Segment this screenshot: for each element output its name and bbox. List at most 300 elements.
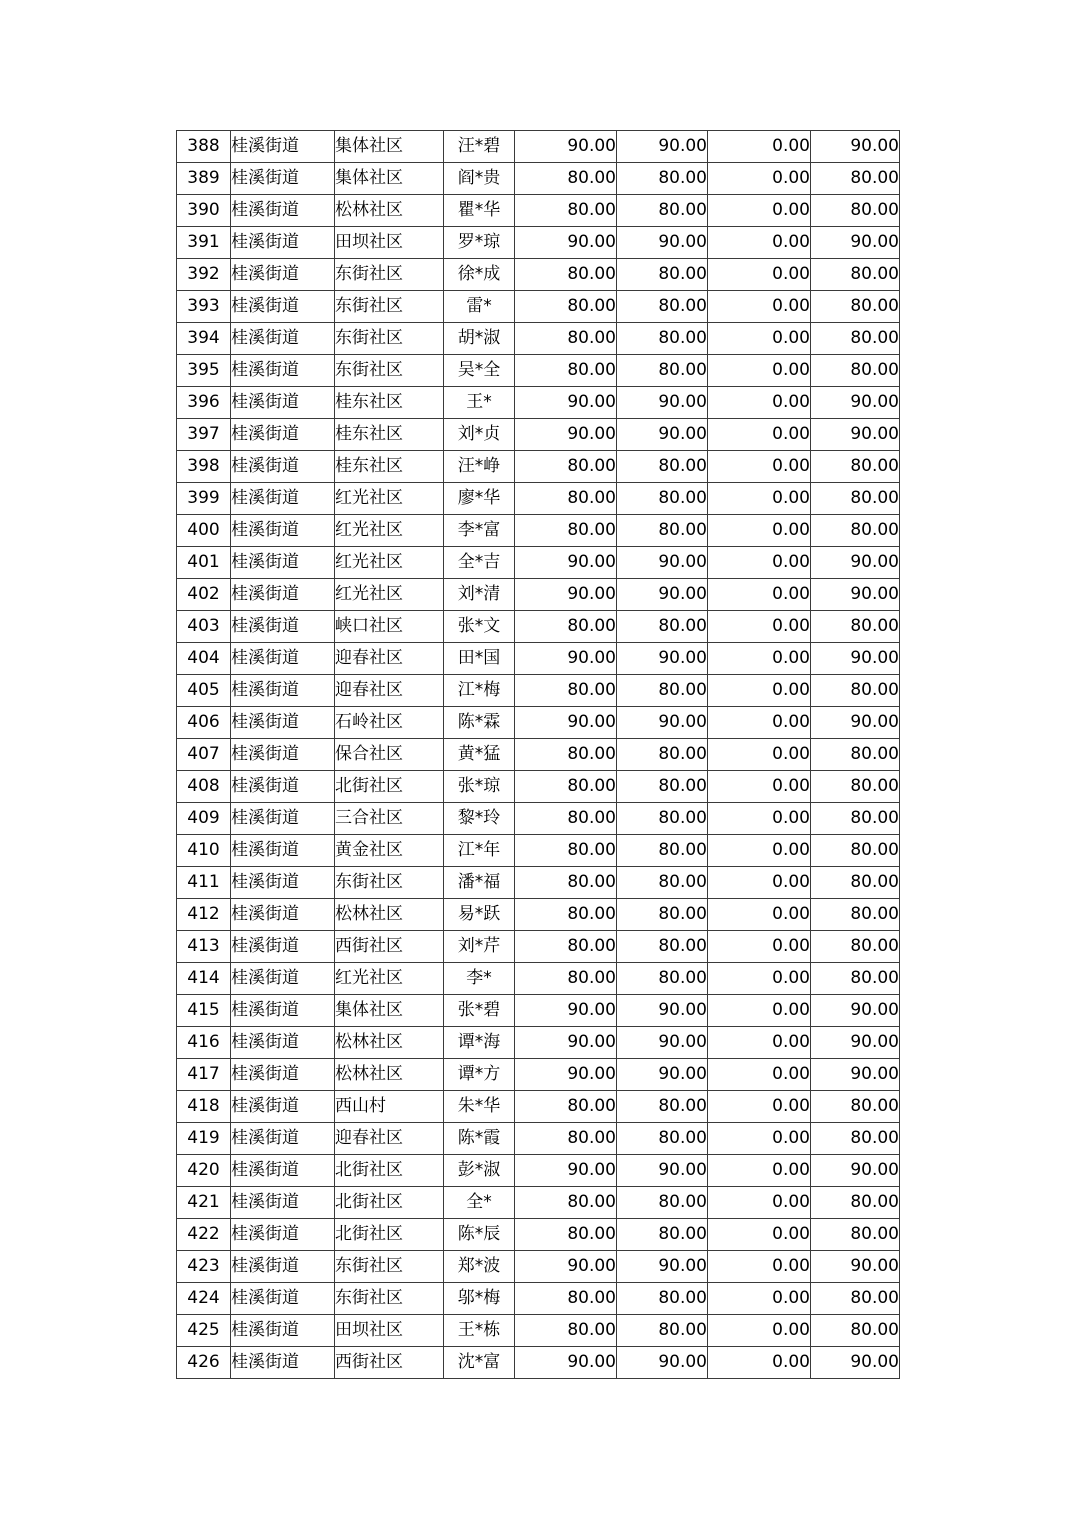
cell-street: 桂溪街道 bbox=[231, 131, 335, 163]
cell-value-4: 90.00 bbox=[811, 1027, 900, 1059]
cell-value-2: 80.00 bbox=[617, 867, 708, 899]
cell-value-3: 0.00 bbox=[708, 707, 811, 739]
table-row bbox=[177, 995, 900, 1027]
cell-value-3: 0.00 bbox=[708, 1059, 811, 1091]
cell-value-1: 80.00 bbox=[515, 675, 617, 707]
table-row bbox=[177, 803, 900, 835]
cell-value-3: 0.00 bbox=[708, 1091, 811, 1123]
cell-number: 401 bbox=[177, 547, 231, 579]
cell-number: 396 bbox=[177, 387, 231, 419]
cell-value-1: 80.00 bbox=[515, 355, 617, 387]
cell-community: 松林社区 bbox=[335, 1059, 444, 1091]
cell-value-2: 90.00 bbox=[617, 995, 708, 1027]
cell-value-4: 80.00 bbox=[811, 963, 900, 995]
cell-number: 407 bbox=[177, 739, 231, 771]
table-row bbox=[177, 131, 900, 163]
cell-community: 集体社区 bbox=[335, 163, 444, 195]
table-row bbox=[177, 291, 900, 323]
cell-value-3: 0.00 bbox=[708, 1219, 811, 1251]
cell-value-1: 80.00 bbox=[515, 867, 617, 899]
cell-value-2: 80.00 bbox=[617, 163, 708, 195]
cell-name: 廖*华 bbox=[444, 483, 515, 515]
table-row bbox=[177, 611, 900, 643]
table-row bbox=[177, 579, 900, 611]
cell-number: 419 bbox=[177, 1123, 231, 1155]
cell-value-1: 80.00 bbox=[515, 1315, 617, 1347]
cell-community: 田坝社区 bbox=[335, 227, 444, 259]
cell-community: 红光社区 bbox=[335, 579, 444, 611]
table-row bbox=[177, 1219, 900, 1251]
cell-street: 桂溪街道 bbox=[231, 1155, 335, 1187]
cell-name: 刘*清 bbox=[444, 579, 515, 611]
table-row bbox=[177, 739, 900, 771]
cell-number: 402 bbox=[177, 579, 231, 611]
cell-name: 田*国 bbox=[444, 643, 515, 675]
cell-value-1: 90.00 bbox=[515, 419, 617, 451]
cell-community: 东街社区 bbox=[335, 259, 444, 291]
cell-value-1: 80.00 bbox=[515, 1219, 617, 1251]
cell-value-3: 0.00 bbox=[708, 835, 811, 867]
cell-number: 394 bbox=[177, 323, 231, 355]
cell-value-2: 90.00 bbox=[617, 1155, 708, 1187]
cell-value-1: 80.00 bbox=[515, 611, 617, 643]
cell-community: 保合社区 bbox=[335, 739, 444, 771]
cell-value-1: 90.00 bbox=[515, 1027, 617, 1059]
cell-value-2: 90.00 bbox=[617, 643, 708, 675]
cell-value-3: 0.00 bbox=[708, 643, 811, 675]
cell-value-1: 80.00 bbox=[515, 931, 617, 963]
cell-value-2: 90.00 bbox=[617, 387, 708, 419]
cell-community: 东街社区 bbox=[335, 867, 444, 899]
table-row bbox=[177, 835, 900, 867]
cell-value-3: 0.00 bbox=[708, 1123, 811, 1155]
cell-community: 集体社区 bbox=[335, 995, 444, 1027]
cell-value-1: 80.00 bbox=[515, 899, 617, 931]
cell-street: 桂溪街道 bbox=[231, 515, 335, 547]
cell-value-2: 90.00 bbox=[617, 131, 708, 163]
cell-value-3: 0.00 bbox=[708, 227, 811, 259]
cell-number: 415 bbox=[177, 995, 231, 1027]
cell-value-2: 80.00 bbox=[617, 355, 708, 387]
cell-value-4: 80.00 bbox=[811, 835, 900, 867]
table-row bbox=[177, 515, 900, 547]
cell-value-4: 90.00 bbox=[811, 547, 900, 579]
cell-value-3: 0.00 bbox=[708, 1027, 811, 1059]
cell-community: 迎春社区 bbox=[335, 1123, 444, 1155]
cell-value-2: 90.00 bbox=[617, 707, 708, 739]
cell-value-2: 80.00 bbox=[617, 1123, 708, 1155]
table-row bbox=[177, 963, 900, 995]
table-row bbox=[177, 867, 900, 899]
cell-value-1: 80.00 bbox=[515, 1123, 617, 1155]
cell-name: 易*跃 bbox=[444, 899, 515, 931]
cell-value-1: 80.00 bbox=[515, 451, 617, 483]
cell-name: 刘*贞 bbox=[444, 419, 515, 451]
cell-number: 425 bbox=[177, 1315, 231, 1347]
cell-number: 392 bbox=[177, 259, 231, 291]
cell-value-1: 80.00 bbox=[515, 163, 617, 195]
table-row bbox=[177, 163, 900, 195]
cell-value-2: 90.00 bbox=[617, 547, 708, 579]
cell-name: 谭*方 bbox=[444, 1059, 515, 1091]
cell-value-3: 0.00 bbox=[708, 675, 811, 707]
cell-number: 399 bbox=[177, 483, 231, 515]
cell-street: 桂溪街道 bbox=[231, 1347, 335, 1379]
cell-community: 北街社区 bbox=[335, 771, 444, 803]
cell-value-1: 90.00 bbox=[515, 1251, 617, 1283]
table-row bbox=[177, 1315, 900, 1347]
cell-name: 黎*玲 bbox=[444, 803, 515, 835]
cell-community: 红光社区 bbox=[335, 547, 444, 579]
table-row bbox=[177, 1027, 900, 1059]
cell-value-2: 80.00 bbox=[617, 675, 708, 707]
cell-value-3: 0.00 bbox=[708, 579, 811, 611]
cell-number: 404 bbox=[177, 643, 231, 675]
cell-value-4: 90.00 bbox=[811, 1059, 900, 1091]
cell-value-2: 90.00 bbox=[617, 1027, 708, 1059]
cell-number: 422 bbox=[177, 1219, 231, 1251]
cell-value-1: 80.00 bbox=[515, 1091, 617, 1123]
table-row bbox=[177, 1059, 900, 1091]
cell-name: 沈*富 bbox=[444, 1347, 515, 1379]
cell-value-4: 80.00 bbox=[811, 1283, 900, 1315]
cell-value-4: 80.00 bbox=[811, 291, 900, 323]
cell-name: 张*琼 bbox=[444, 771, 515, 803]
cell-name: 刘*芹 bbox=[444, 931, 515, 963]
cell-number: 398 bbox=[177, 451, 231, 483]
cell-name: 朱*华 bbox=[444, 1091, 515, 1123]
cell-value-1: 80.00 bbox=[515, 515, 617, 547]
cell-value-2: 80.00 bbox=[617, 1091, 708, 1123]
table-row bbox=[177, 771, 900, 803]
cell-value-4: 90.00 bbox=[811, 1251, 900, 1283]
cell-value-1: 80.00 bbox=[515, 483, 617, 515]
cell-value-4: 80.00 bbox=[811, 1187, 900, 1219]
cell-name: 瞿*华 bbox=[444, 195, 515, 227]
cell-value-4: 80.00 bbox=[811, 739, 900, 771]
table-row bbox=[177, 1155, 900, 1187]
cell-name: 张*碧 bbox=[444, 995, 515, 1027]
cell-value-2: 80.00 bbox=[617, 1187, 708, 1219]
cell-value-3: 0.00 bbox=[708, 1315, 811, 1347]
table-row bbox=[177, 899, 900, 931]
cell-value-1: 90.00 bbox=[515, 227, 617, 259]
table-row bbox=[177, 323, 900, 355]
cell-value-1: 80.00 bbox=[515, 259, 617, 291]
cell-value-1: 80.00 bbox=[515, 739, 617, 771]
cell-value-1: 80.00 bbox=[515, 195, 617, 227]
cell-value-3: 0.00 bbox=[708, 547, 811, 579]
cell-street: 桂溪街道 bbox=[231, 1123, 335, 1155]
cell-value-3: 0.00 bbox=[708, 803, 811, 835]
cell-name: 陈*辰 bbox=[444, 1219, 515, 1251]
cell-value-4: 80.00 bbox=[811, 195, 900, 227]
cell-value-4: 90.00 bbox=[811, 387, 900, 419]
cell-value-4: 90.00 bbox=[811, 995, 900, 1027]
cell-value-1: 80.00 bbox=[515, 835, 617, 867]
cell-value-3: 0.00 bbox=[708, 1251, 811, 1283]
cell-street: 桂溪街道 bbox=[231, 1091, 335, 1123]
cell-name: 邬*梅 bbox=[444, 1283, 515, 1315]
cell-street: 桂溪街道 bbox=[231, 323, 335, 355]
cell-street: 桂溪街道 bbox=[231, 547, 335, 579]
cell-number: 421 bbox=[177, 1187, 231, 1219]
cell-street: 桂溪街道 bbox=[231, 739, 335, 771]
cell-value-2: 80.00 bbox=[617, 611, 708, 643]
cell-value-3: 0.00 bbox=[708, 483, 811, 515]
cell-value-3: 0.00 bbox=[708, 611, 811, 643]
cell-street: 桂溪街道 bbox=[231, 1251, 335, 1283]
cell-street: 桂溪街道 bbox=[231, 483, 335, 515]
cell-street: 桂溪街道 bbox=[231, 451, 335, 483]
cell-community: 红光社区 bbox=[335, 483, 444, 515]
cell-value-4: 80.00 bbox=[811, 899, 900, 931]
cell-value-1: 90.00 bbox=[515, 547, 617, 579]
cell-street: 桂溪街道 bbox=[231, 1187, 335, 1219]
cell-community: 西街社区 bbox=[335, 1347, 444, 1379]
cell-value-3: 0.00 bbox=[708, 1347, 811, 1379]
cell-community: 黄金社区 bbox=[335, 835, 444, 867]
cell-value-4: 90.00 bbox=[811, 419, 900, 451]
cell-value-1: 90.00 bbox=[515, 387, 617, 419]
cell-name: 彭*淑 bbox=[444, 1155, 515, 1187]
cell-number: 426 bbox=[177, 1347, 231, 1379]
cell-street: 桂溪街道 bbox=[231, 1027, 335, 1059]
cell-value-2: 80.00 bbox=[617, 963, 708, 995]
cell-value-4: 90.00 bbox=[811, 227, 900, 259]
cell-value-4: 90.00 bbox=[811, 1347, 900, 1379]
cell-value-1: 90.00 bbox=[515, 579, 617, 611]
cell-value-4: 80.00 bbox=[811, 771, 900, 803]
cell-value-4: 80.00 bbox=[811, 483, 900, 515]
cell-community: 田坝社区 bbox=[335, 1315, 444, 1347]
cell-street: 桂溪街道 bbox=[231, 163, 335, 195]
cell-community: 西街社区 bbox=[335, 931, 444, 963]
cell-value-2: 90.00 bbox=[617, 1251, 708, 1283]
cell-community: 红光社区 bbox=[335, 515, 444, 547]
cell-value-3: 0.00 bbox=[708, 195, 811, 227]
table-row bbox=[177, 707, 900, 739]
cell-value-3: 0.00 bbox=[708, 419, 811, 451]
cell-value-4: 80.00 bbox=[811, 355, 900, 387]
table-row bbox=[177, 451, 900, 483]
cell-community: 桂东社区 bbox=[335, 387, 444, 419]
cell-community: 北街社区 bbox=[335, 1219, 444, 1251]
cell-value-2: 80.00 bbox=[617, 323, 708, 355]
cell-community: 北街社区 bbox=[335, 1187, 444, 1219]
cell-number: 414 bbox=[177, 963, 231, 995]
cell-street: 桂溪街道 bbox=[231, 835, 335, 867]
cell-community: 桂东社区 bbox=[335, 451, 444, 483]
cell-name: 陈*霞 bbox=[444, 1123, 515, 1155]
cell-value-2: 80.00 bbox=[617, 515, 708, 547]
cell-value-2: 80.00 bbox=[617, 259, 708, 291]
cell-value-1: 80.00 bbox=[515, 1283, 617, 1315]
table-row bbox=[177, 1251, 900, 1283]
cell-number: 418 bbox=[177, 1091, 231, 1123]
cell-community: 峡口社区 bbox=[335, 611, 444, 643]
cell-value-1: 90.00 bbox=[515, 131, 617, 163]
cell-value-4: 80.00 bbox=[811, 1091, 900, 1123]
table-row bbox=[177, 483, 900, 515]
table-row bbox=[177, 259, 900, 291]
cell-value-4: 80.00 bbox=[811, 515, 900, 547]
cell-street: 桂溪街道 bbox=[231, 227, 335, 259]
cell-name: 江*年 bbox=[444, 835, 515, 867]
cell-value-4: 80.00 bbox=[811, 451, 900, 483]
cell-value-2: 80.00 bbox=[617, 739, 708, 771]
cell-value-3: 0.00 bbox=[708, 995, 811, 1027]
table-row bbox=[177, 931, 900, 963]
cell-value-2: 80.00 bbox=[617, 195, 708, 227]
cell-value-1: 80.00 bbox=[515, 771, 617, 803]
cell-name: 李*富 bbox=[444, 515, 515, 547]
cell-value-1: 90.00 bbox=[515, 1155, 617, 1187]
cell-value-2: 80.00 bbox=[617, 291, 708, 323]
cell-number: 409 bbox=[177, 803, 231, 835]
cell-value-2: 90.00 bbox=[617, 419, 708, 451]
cell-number: 397 bbox=[177, 419, 231, 451]
cell-value-2: 80.00 bbox=[617, 483, 708, 515]
cell-name: 陈*霖 bbox=[444, 707, 515, 739]
cell-name: 潘*福 bbox=[444, 867, 515, 899]
cell-number: 412 bbox=[177, 899, 231, 931]
cell-value-3: 0.00 bbox=[708, 771, 811, 803]
cell-value-3: 0.00 bbox=[708, 739, 811, 771]
cell-value-1: 80.00 bbox=[515, 803, 617, 835]
cell-name: 汪*峥 bbox=[444, 451, 515, 483]
cell-community: 东街社区 bbox=[335, 1251, 444, 1283]
table-row bbox=[177, 547, 900, 579]
cell-number: 423 bbox=[177, 1251, 231, 1283]
cell-name: 吴*全 bbox=[444, 355, 515, 387]
cell-street: 桂溪街道 bbox=[231, 1283, 335, 1315]
table-row bbox=[177, 1123, 900, 1155]
cell-name: 汪*碧 bbox=[444, 131, 515, 163]
table-row bbox=[177, 1187, 900, 1219]
cell-value-2: 90.00 bbox=[617, 579, 708, 611]
cell-value-3: 0.00 bbox=[708, 1283, 811, 1315]
cell-number: 390 bbox=[177, 195, 231, 227]
table-row bbox=[177, 1283, 900, 1315]
cell-value-1: 90.00 bbox=[515, 1347, 617, 1379]
cell-value-3: 0.00 bbox=[708, 355, 811, 387]
cell-community: 迎春社区 bbox=[335, 675, 444, 707]
cell-street: 桂溪街道 bbox=[231, 1059, 335, 1091]
cell-value-4: 90.00 bbox=[811, 579, 900, 611]
cell-name: 全* bbox=[444, 1187, 515, 1219]
cell-name: 徐*成 bbox=[444, 259, 515, 291]
cell-community: 东街社区 bbox=[335, 291, 444, 323]
cell-value-3: 0.00 bbox=[708, 387, 811, 419]
cell-value-4: 90.00 bbox=[811, 131, 900, 163]
cell-name: 李* bbox=[444, 963, 515, 995]
cell-street: 桂溪街道 bbox=[231, 355, 335, 387]
cell-street: 桂溪街道 bbox=[231, 995, 335, 1027]
cell-value-3: 0.00 bbox=[708, 1187, 811, 1219]
cell-name: 阎*贵 bbox=[444, 163, 515, 195]
cell-community: 东街社区 bbox=[335, 355, 444, 387]
cell-street: 桂溪街道 bbox=[231, 931, 335, 963]
cell-community: 松林社区 bbox=[335, 195, 444, 227]
cell-number: 389 bbox=[177, 163, 231, 195]
cell-value-4: 80.00 bbox=[811, 163, 900, 195]
cell-community: 石岭社区 bbox=[335, 707, 444, 739]
cell-number: 405 bbox=[177, 675, 231, 707]
cell-name: 郑*波 bbox=[444, 1251, 515, 1283]
cell-street: 桂溪街道 bbox=[231, 259, 335, 291]
cell-value-2: 80.00 bbox=[617, 931, 708, 963]
cell-street: 桂溪街道 bbox=[231, 771, 335, 803]
table-row bbox=[177, 1347, 900, 1379]
cell-value-4: 80.00 bbox=[811, 931, 900, 963]
cell-street: 桂溪街道 bbox=[231, 867, 335, 899]
cell-value-1: 80.00 bbox=[515, 963, 617, 995]
cell-value-3: 0.00 bbox=[708, 291, 811, 323]
cell-number: 400 bbox=[177, 515, 231, 547]
cell-value-4: 80.00 bbox=[811, 1315, 900, 1347]
cell-value-2: 90.00 bbox=[617, 227, 708, 259]
cell-number: 403 bbox=[177, 611, 231, 643]
table-row bbox=[177, 355, 900, 387]
table-row bbox=[177, 419, 900, 451]
cell-value-4: 90.00 bbox=[811, 1155, 900, 1187]
cell-value-3: 0.00 bbox=[708, 867, 811, 899]
cell-value-3: 0.00 bbox=[708, 451, 811, 483]
cell-value-3: 0.00 bbox=[708, 515, 811, 547]
table-row bbox=[177, 227, 900, 259]
cell-value-2: 90.00 bbox=[617, 1059, 708, 1091]
cell-number: 424 bbox=[177, 1283, 231, 1315]
data-table bbox=[176, 130, 900, 1379]
cell-street: 桂溪街道 bbox=[231, 803, 335, 835]
cell-value-2: 90.00 bbox=[617, 1347, 708, 1379]
cell-value-1: 90.00 bbox=[515, 995, 617, 1027]
table-row bbox=[177, 1091, 900, 1123]
cell-street: 桂溪街道 bbox=[231, 419, 335, 451]
cell-street: 桂溪街道 bbox=[231, 1315, 335, 1347]
cell-community: 北街社区 bbox=[335, 1155, 444, 1187]
cell-value-3: 0.00 bbox=[708, 163, 811, 195]
cell-community: 迎春社区 bbox=[335, 643, 444, 675]
cell-number: 393 bbox=[177, 291, 231, 323]
cell-number: 395 bbox=[177, 355, 231, 387]
cell-value-4: 90.00 bbox=[811, 643, 900, 675]
cell-name: 胡*淑 bbox=[444, 323, 515, 355]
cell-number: 391 bbox=[177, 227, 231, 259]
cell-value-4: 90.00 bbox=[811, 707, 900, 739]
table-body bbox=[177, 131, 900, 1379]
cell-value-2: 80.00 bbox=[617, 451, 708, 483]
cell-community: 三合社区 bbox=[335, 803, 444, 835]
cell-value-3: 0.00 bbox=[708, 1155, 811, 1187]
cell-value-4: 80.00 bbox=[811, 611, 900, 643]
cell-value-3: 0.00 bbox=[708, 963, 811, 995]
cell-street: 桂溪街道 bbox=[231, 643, 335, 675]
cell-name: 黄*猛 bbox=[444, 739, 515, 771]
cell-name: 罗*琼 bbox=[444, 227, 515, 259]
cell-name: 江*梅 bbox=[444, 675, 515, 707]
cell-value-4: 80.00 bbox=[811, 1219, 900, 1251]
table-row bbox=[177, 387, 900, 419]
cell-community: 红光社区 bbox=[335, 963, 444, 995]
cell-number: 417 bbox=[177, 1059, 231, 1091]
cell-value-1: 80.00 bbox=[515, 323, 617, 355]
cell-street: 桂溪街道 bbox=[231, 963, 335, 995]
cell-value-1: 80.00 bbox=[515, 291, 617, 323]
cell-street: 桂溪街道 bbox=[231, 195, 335, 227]
cell-street: 桂溪街道 bbox=[231, 611, 335, 643]
